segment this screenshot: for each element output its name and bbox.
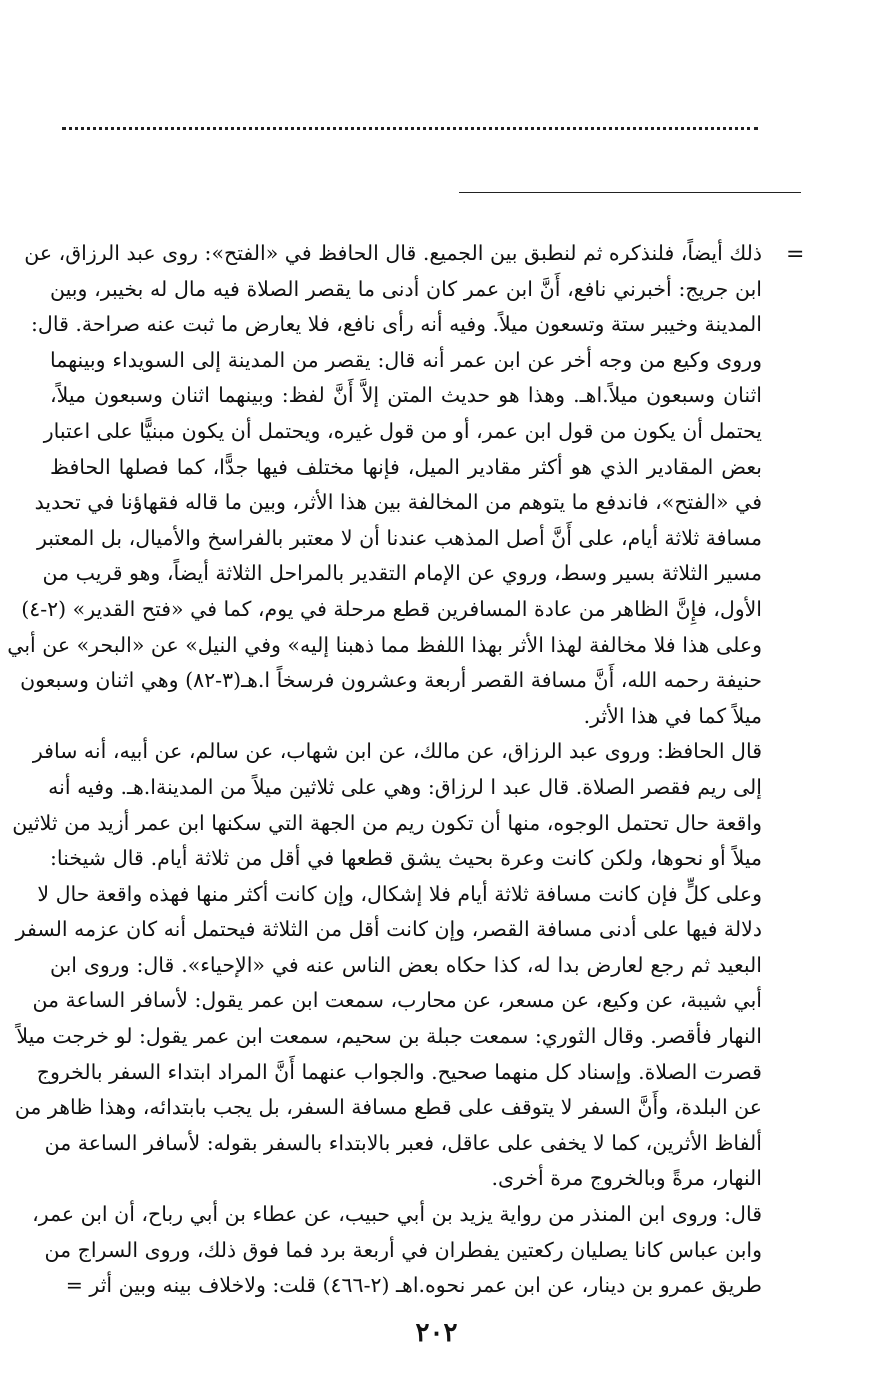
footnote-text (7, 236, 762, 1316)
text-line: مسير الثلاثة بسير وسط، وروي عن الإمام التقدير بالمراحل الثلاثة أيضاً، وهو قريب من (42, 561, 762, 586)
text-line: ميلاً أو نحوها، ولكن كانت وعرة بحيث يشق قطعها في أقل من ثلاثة أيام. قال شيخنا: (50, 846, 762, 871)
page-number: ٢٠٢ (415, 1318, 458, 1348)
text-line: بعض المقادير الذي هو أكثر مقادير الميل، فإنها مختلف فيها جدًّا، كما فصلها الحافظ (50, 454, 762, 479)
text-line: طريق عمرو بن دينار، عن ابن عمر نحوه.اهـ (٢-٤٦٦) قلت: ولاخلاف بينه وبين أثر = (65, 1273, 762, 1298)
text-line: يحتمل أن يكون من قول ابن عمر، أو من قول غيره، ويحتمل أن يكون مبنيًّا على اعتبار (43, 418, 762, 443)
paragraph (32, 1197, 762, 1304)
text-line: وروى وكيع من وجه أخر عن ابن عمر أنه قال: يقصر من المدينة إلى السويداء وبينهما (50, 347, 762, 372)
text-line: في «الفتح»، فاندفع ما يتوهم من المخالفة بين هذا الأثر، وبين ما قاله فقهاؤنا في تحديد (34, 490, 762, 515)
text-line: البعيد ثم رجع لعارض بدا له، كذا حكاه بعض الناس عنه في «الإحياء». قال: وروى ابن (50, 952, 762, 977)
text-line: مسافة ثلاثة أيام، على أَنَّ أصل المذهب عندنا أن لا معتبر بالفراسخ والأميال، بل المعتبر (36, 525, 762, 550)
paragraph (7, 236, 762, 734)
text-line: عن البلدة، وأَنَّ السفر لا يتوقف على قطع مسافة السفر، بل يجب بابتدائه، وهذا ظاهر من (14, 1095, 762, 1120)
text-line: الأول، فإِنَّ الظاهر من عادة المسافرين قطع مرحلة في يوم، كما في «فتح القدير» (٢-٤) (21, 596, 762, 621)
text-line: حنيفة رحمه الله، أَنَّ مسافة القصر أربعة وعشرون فرسخاً ا.هـ(٣-٨٢) وهي اثنان وسبعون (20, 668, 762, 693)
text-line: إلى ريم فقصر الصلاة. قال عبد ا لرزاق: وهي على ثلاثين ميلاً من المدينةا.هـ. وفيه أنه (48, 774, 762, 799)
text-line: واقعة حال تحتمل الوجوه، منها أن تكون ريم من الجهة التي سكنها ابن عمر أزيد من ثلاثين (12, 810, 762, 835)
text-line: وابن عباس كانا يصليان ركعتين يفطران في أربعة برد فما فوق ذلك، وروى السراج من (44, 1237, 762, 1262)
paragraph (12, 734, 762, 1197)
text-line: ميلاً كما في هذا الأثر. (583, 703, 762, 728)
dotted-separator (62, 127, 758, 130)
text-line: النهار فأقصر. وقال الثوري: سمعت جبلة بن سحيم، سمعت ابن عمر يقول: لو خرجت ميلاً (16, 1024, 762, 1049)
text-line: ابن جريج: أخبرني نافع، أَنَّ ابن عمر كان أدنى ما يقصر الصلاة فيه مال له بخيبر، وبين (50, 276, 762, 301)
text-line: اثنان وسبعون ميلاً.اهـ. وهذا هو حديث المتن إلاَّ أَنَّ لفظ: وبينهما اثنان وسبعون ميلاً، (50, 383, 762, 408)
text-line: قصرت الصلاة. وإسناد كل منهما صحيح. والجواب عنهما أَنَّ المراد ابتداء السفر بالخروج (36, 1059, 762, 1084)
continuation-marker: = (786, 242, 805, 267)
text-line: أبي شيبة، عن وكيع، عن مسعر، عن محارب، سمعت ابن عمر يقول: لأسافر الساعة من (32, 988, 762, 1013)
text-line: وعلى هذا فلا مخالفة لهذا الأثر بهذا اللفظ مما ذهبنا إليه» وفي النيل» عن «البحر» عن أبي (7, 632, 762, 657)
text-line: قال: وروى ابن المنذر من رواية يزيد بن أبي حبيب، عن عطاء بن أبي رباح، أن ابن عمر، (32, 1202, 762, 1227)
text-line: دلالة فيها على أدنى مسافة القصر، وإن كانت أقل من الثلاثة فيحتمل أنه كان عزمه السفر (15, 917, 762, 942)
text-line: المدينة وخيبر ستة وتسعون ميلاً. وفيه أنه رأى نافع، فلا يعارض ما ثبت عنه صراحة. قال: (31, 312, 762, 337)
text-line: ألفاظ الأثرين، كما لا يخفى على عاقل، فعبر بالابتداء بالسفر بقوله: لأسافر الساعة من (44, 1130, 762, 1155)
text-line: وعلى كلٍّ فإن كانت مسافة ثلاثة أيام فلا إشكال، وإن كانت أكثر منها فهذه واقعة حال لا (37, 881, 762, 906)
footnote-separator (459, 192, 801, 193)
text-line: النهار، مرةً وبالخروج مرة أخرى. (491, 1166, 762, 1191)
text-line: قال الحافظ: وروى عبد الرزاق، عن مالك، عن ابن شهاب، عن سالم، عن أبيه، أنه سافر (32, 739, 762, 764)
text-line: ذلك أيضاً، فلنذكره ثم لنطبق بين الجميع. قال الحافظ في «الفتح»: روى عبد الرزاق، عن (24, 241, 762, 265)
